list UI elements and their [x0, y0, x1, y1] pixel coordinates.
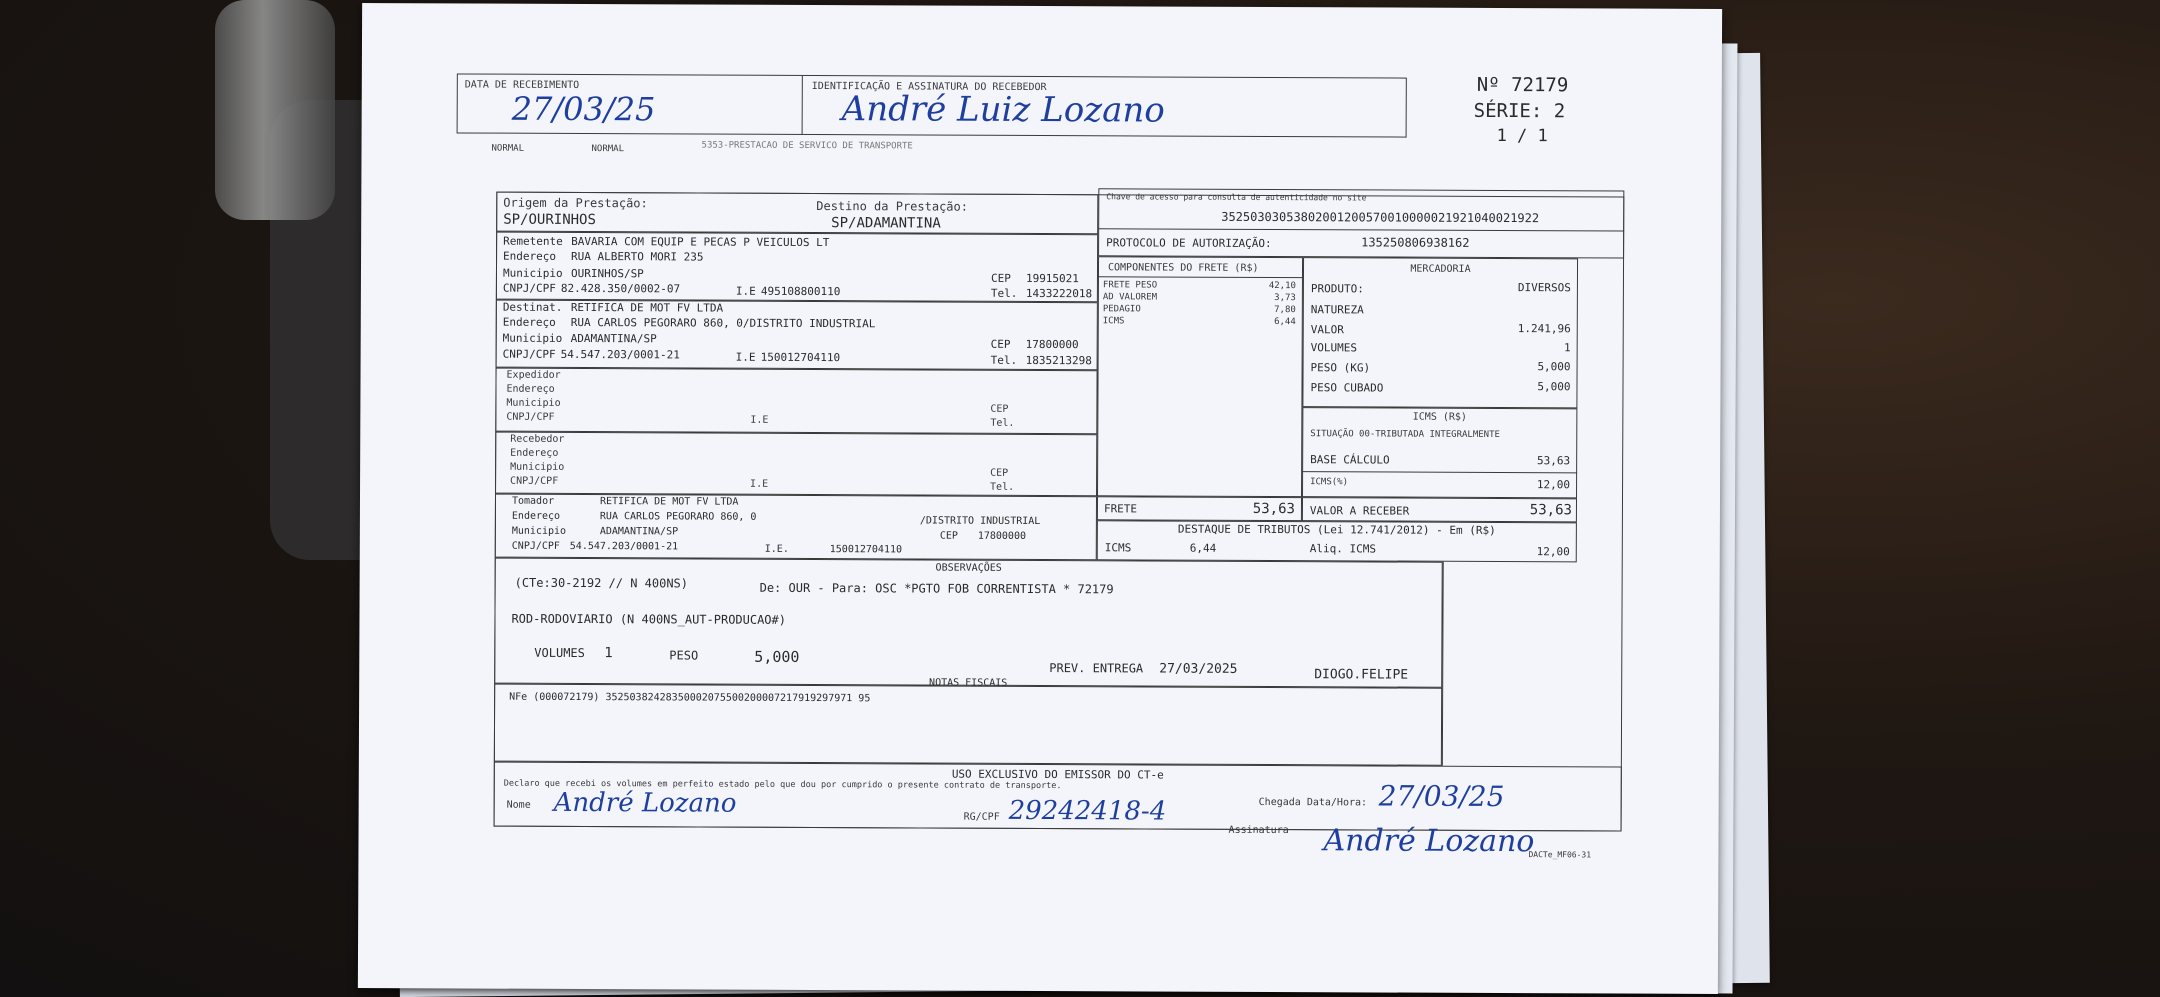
tributos-title: DESTAQUE DE TRIBUTOS (Lei 12.741/2012) - Em (R$)	[1177, 522, 1496, 537]
cte-pagina: 1 / 1	[1496, 125, 1548, 147]
cte-serie: SÉRIE: 2	[1473, 99, 1566, 123]
tipo-normal-1: NORMAL	[491, 143, 525, 154]
ident-recebedor-label: IDENTIFICAÇÃO E ASSINATURA DO RECEBEDOR	[811, 81, 1047, 94]
icms-title: ICMS (R$)	[1412, 411, 1467, 423]
valor-receber-label: VALOR A RECEBER	[1309, 504, 1410, 518]
componente-value-0: 42,10	[1268, 280, 1296, 292]
expedidor-end-label: Endereço	[506, 383, 555, 395]
tomador-cep: 17800000	[977, 530, 1027, 542]
expedidor-cep-label: CEP	[990, 403, 1009, 415]
destinatario-label: Destinat.	[502, 300, 563, 314]
binder-clip	[215, 0, 335, 220]
rg-handwritten: 29242418-4	[1008, 795, 1167, 827]
recebedor-tel-label: Tel.	[990, 481, 1015, 493]
emissor-user: DIOGO.FELIPE	[1314, 667, 1409, 683]
frete-value: 53,63	[1252, 500, 1295, 518]
destinatario-cnpj-label: CNPJ/CPF	[502, 347, 556, 361]
destinatario-ie-label: I.E	[735, 350, 756, 364]
componente-value-1: 3,73	[1274, 293, 1296, 304]
destinatario-cnpj: 54.547.203/0001-21	[560, 347, 680, 362]
destinatario-end-label: Endereço	[502, 315, 556, 329]
destinatario-cep-label: CEP	[990, 337, 1011, 351]
destinatario-name: RETIFICA DE MOT FV LTDA	[570, 300, 724, 315]
obs-volumes-value: 1	[604, 645, 613, 662]
valor-label: VALOR	[1310, 323, 1344, 337]
componente-label-3: ICMS	[1102, 316, 1125, 327]
tomador-cep-label: CEP	[939, 530, 958, 542]
tomador-ie: 150012704110	[829, 544, 903, 556]
expedidor-ie-label: I.E	[750, 414, 769, 426]
chegada-label: Chegada Data/Hora:	[1258, 796, 1368, 809]
remetente-tel-label: Tel.	[990, 286, 1018, 300]
componente-value-3: 6,44	[1274, 317, 1296, 328]
tomador-end-label: Endereço	[511, 510, 561, 522]
componente-value-2: 7,80	[1274, 305, 1296, 316]
produto-label: PRODUTO:	[1310, 282, 1364, 296]
tributos-aliq-value: 12,00	[1536, 545, 1570, 559]
chegada-handwritten: 27/03/25	[1378, 779, 1505, 814]
dacte-code: DACTe_MF06-31	[1528, 850, 1592, 860]
nome-handwritten: André Lozano	[553, 787, 737, 819]
volumes-value: 1	[1564, 341, 1571, 355]
frete-label: FRETE	[1103, 502, 1138, 516]
tomador-ie-label: I.E.	[764, 543, 789, 555]
rg-label: RG/CPF	[963, 811, 1000, 823]
destinatario-ie: 150012704110	[760, 350, 841, 365]
nfe-line: NFe (000072179) 35250382428350002075500200007217919297971 95	[509, 691, 871, 705]
recebedor-label: Recebedor	[510, 433, 565, 445]
tomador-end2: /DISTRITO INDUSTRIAL	[919, 515, 1041, 528]
assinatura-signature: André Lozano	[1323, 823, 1535, 860]
servico-cfop: 5353-PRESTACAO DE SERVICO DE TRANSPORTE	[701, 140, 913, 152]
destinatario-mun-label: Municipio	[502, 331, 563, 345]
destinatario-end: RUA CARLOS PEGORARO 860, 0/DISTRITO INDUSTRIAL	[570, 315, 876, 331]
remetente-name: BAVARIA COM EQUIP E PECAS P VEICULOS LT	[571, 234, 830, 250]
tomador-name: RETIFICA DE MOT FV LTDA	[599, 496, 739, 508]
observacoes-title: OBSERVAÇÕES	[935, 562, 1002, 574]
componentes-title: COMPONENTES DO FRETE (R$)	[1107, 262, 1259, 274]
componente-label-1: AD VALOREM	[1102, 292, 1158, 303]
notas-title: NOTAS FISCAIS	[929, 677, 1008, 689]
tributos-aliq-label: Aliq. ICMS	[1309, 542, 1377, 556]
assinatura-label: Assinatura	[1228, 824, 1289, 837]
data-recebimento-handwritten: 27/03/25	[511, 89, 656, 129]
tipo-normal-2: NORMAL	[591, 144, 625, 155]
peso-value: 5,000	[1537, 360, 1571, 374]
icms-aliq-value: 12,00	[1536, 478, 1571, 492]
natureza-label: NATUREZA	[1310, 303, 1364, 317]
peso-cubado-value: 5,000	[1537, 380, 1571, 394]
tomador-end: RUA CARLOS PEGORARO 860, 0	[599, 511, 757, 523]
tomador-mun: ADAMANTINA/SP	[599, 526, 679, 538]
expedidor-mun-label: Municipio	[506, 397, 561, 409]
expedidor-label: Expedidor	[506, 369, 561, 381]
recebedor-end-label: Endereço	[510, 447, 559, 459]
remetente-mun: OURINHOS/SP	[570, 266, 644, 281]
obs-peso-label: PESO	[669, 648, 699, 663]
remetente-label: Remetente	[503, 234, 563, 248]
chave-acesso-value: 35250303053802001200570010000021921040021922	[1221, 209, 1540, 226]
remetente-end: RUA ALBERTO MORI 235	[571, 249, 704, 264]
recebedor-cnpj-label: CNPJ/CPF	[510, 475, 559, 487]
destino-value: SP/ADAMANTINA	[831, 215, 941, 232]
destinatario-tel: 1835213298	[1025, 353, 1092, 368]
destinatario-cep: 17800000	[1025, 337, 1079, 352]
obs-line1b: De: OUR - Para: OSC *PGTO FOB CORRENTISTA * 72179	[759, 580, 1114, 597]
prev-entrega-label: PREV. ENTREGA	[1049, 661, 1144, 676]
recebedor-cep-label: CEP	[990, 467, 1009, 479]
tomador-cnpj-label: CNPJ/CPF	[511, 540, 560, 552]
tomador-cnpj: 54.547.203/0001-21	[569, 540, 679, 553]
icms-aliq-label: ICMS(%)	[1310, 477, 1349, 488]
expedidor-cnpj-label: CNPJ/CPF	[506, 411, 555, 423]
produto-value: DIVERSOS	[1517, 281, 1571, 295]
obs-line1: (CTe:30-2192 // N 400NS)	[514, 575, 689, 591]
tomador-mun-label: Municipio	[511, 525, 567, 537]
destino-label: Destino da Prestação:	[816, 199, 969, 214]
footer-title: USO EXCLUSIVO DO EMISSOR DO CT-e	[951, 767, 1164, 782]
valor-receber-value: 53,63	[1529, 502, 1572, 519]
componente-label-2: PEDAGIO	[1102, 304, 1141, 315]
recebedor-ie-label: I.E	[750, 478, 769, 490]
origem-value: SP/OURINHOS	[503, 211, 596, 229]
obs-peso-value: 5,000	[754, 647, 800, 666]
destinatario-tel-label: Tel.	[990, 353, 1018, 367]
valor-value: 1.241,96	[1517, 322, 1571, 336]
recebedor-signature: André Luiz Lozano	[841, 89, 1165, 131]
data-recebimento-label: DATA DE RECEBIMENTO	[464, 79, 580, 91]
cte-number: Nº 72179	[1476, 73, 1569, 97]
volumes-label: VOLUMES	[1310, 341, 1358, 355]
tomador-label: Tomador	[511, 495, 555, 507]
remetente-cnpj: 82.428.350/0002-07	[560, 281, 681, 296]
dacte-document	[358, 3, 1722, 994]
peso-label: PESO (KG)	[1310, 361, 1371, 375]
remetente-cep-label: CEP	[990, 271, 1011, 285]
base-calculo-value: 53,63	[1537, 454, 1571, 468]
destinatario-mun: ADAMANTINA/SP	[570, 331, 657, 346]
obs-volumes-label: VOLUMES	[534, 645, 585, 661]
tributos-icms-label: ICMS	[1104, 541, 1132, 555]
remetente-ie-label: I.E	[735, 284, 756, 298]
mercadoria-title: MERCADORIA	[1410, 263, 1471, 275]
componente-label-0: FRETE PESO	[1102, 280, 1158, 291]
declaro-text: Declaro que recebi os volumes em perfeito estado pelo que dou por cumprido o presente contrato de transporte.	[503, 778, 1062, 792]
remetente-mun-label: Municipio	[502, 266, 563, 280]
peso-cubado-label: PESO CUBADO	[1310, 381, 1384, 395]
remetente-ie: 495108800110	[760, 284, 841, 299]
tributos-icms-value: 6,44	[1189, 541, 1217, 555]
remetente-tel: 1433222018	[1025, 286, 1093, 301]
recebedor-mun-label: Municipio	[510, 461, 565, 473]
obs-line2: ROD-RODOVIARIO (N 400NS_AUT-PRODUCAO#)	[511, 611, 787, 627]
protocolo-label: PROTOCOLO DE AUTORIZAÇÃO:	[1106, 236, 1272, 251]
origem-label: Origem da Prestação:	[503, 195, 648, 211]
prev-entrega-value: 27/03/2025	[1159, 661, 1238, 677]
remetente-end-label: Endereço	[503, 249, 557, 263]
icms-situacao: SITUAÇÃO 00-TRIBUTADA INTEGRALMENTE	[1310, 429, 1500, 441]
chave-label: Chave de acesso para consulta de autenticidade no site	[1106, 192, 1367, 203]
expedidor-tel-label: Tel.	[990, 417, 1015, 429]
nome-label: Nome	[506, 799, 531, 811]
remetente-cep: 19915021	[1025, 271, 1079, 286]
remetente-cnpj-label: CNPJ/CPF	[502, 281, 556, 295]
protocolo-value: 135250806938162	[1361, 235, 1470, 250]
base-calculo-label: BASE CÁLCULO	[1310, 453, 1390, 467]
